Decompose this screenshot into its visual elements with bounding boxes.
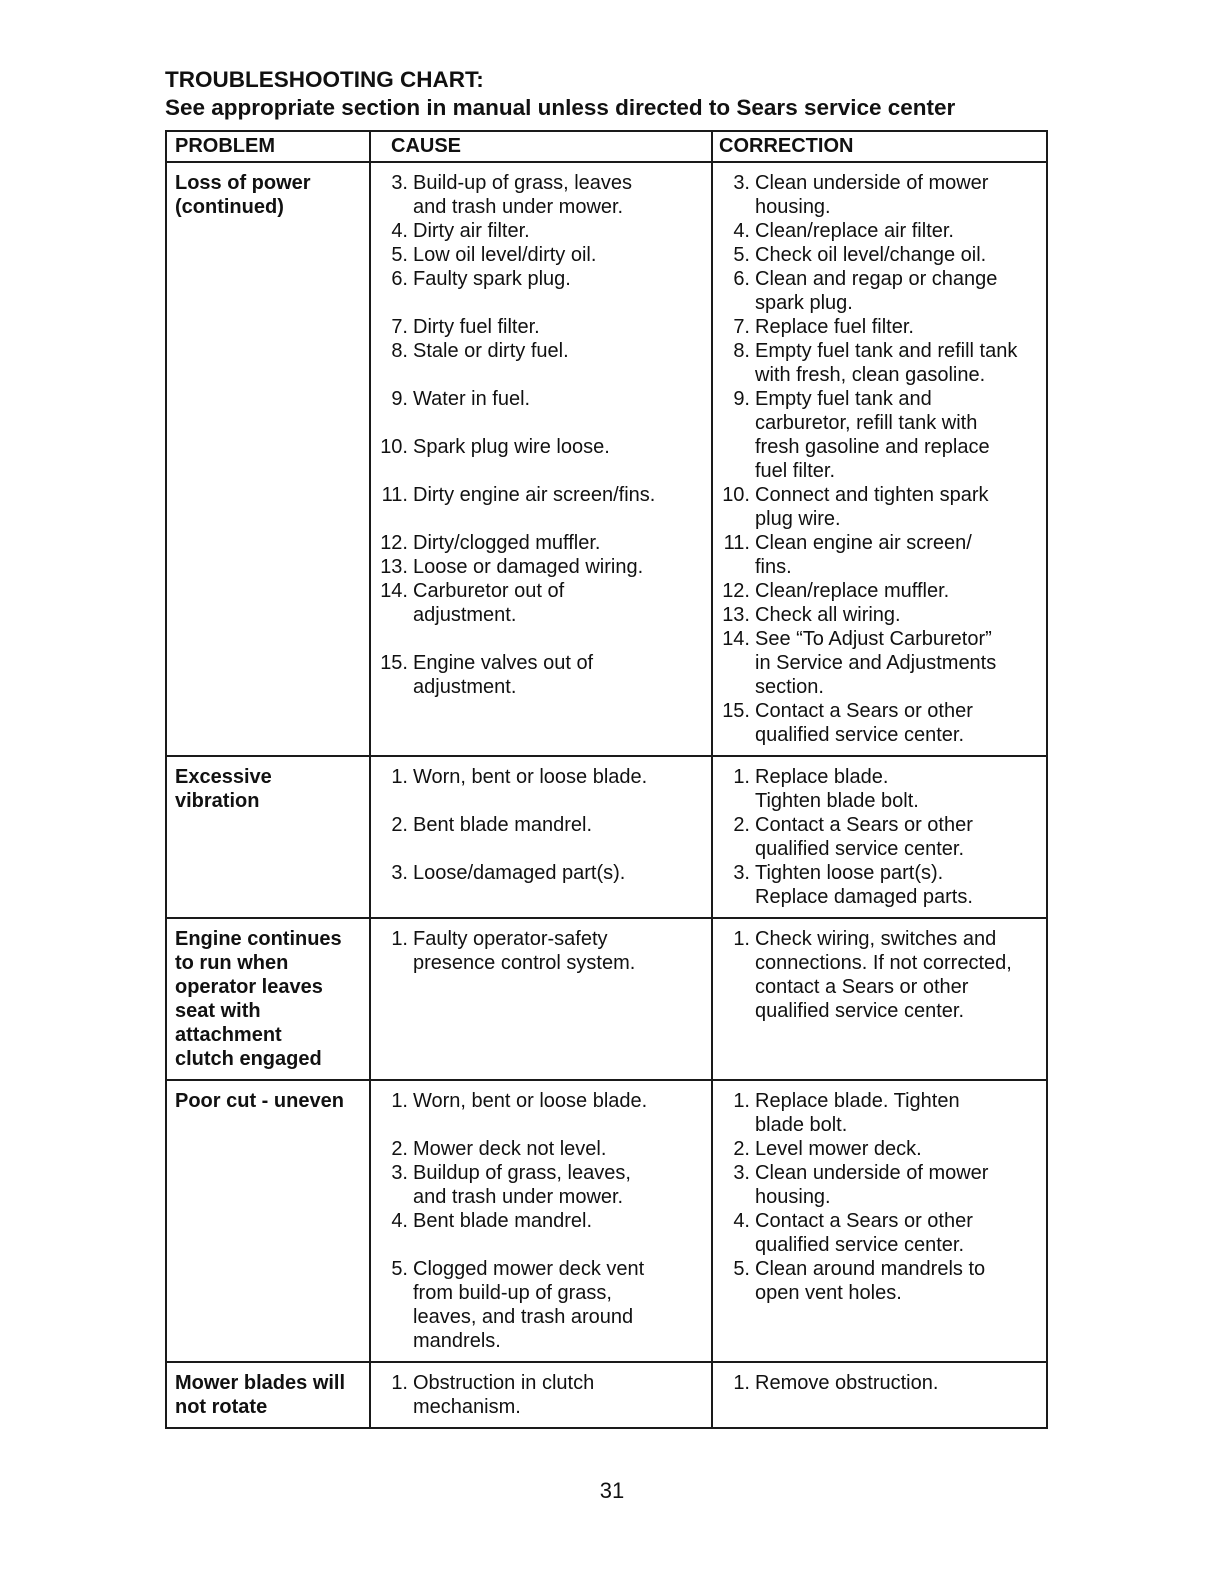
item-text [413, 1257, 705, 1353]
cause-item [379, 483, 705, 507]
problem-text: Poor cut - uneven [175, 1090, 344, 1112]
cause-cell [370, 918, 712, 1080]
cause-item [379, 315, 705, 339]
cause-item [379, 651, 705, 699]
item-text-line: See “To Adjust Carburetor” [755, 628, 992, 650]
item-text [755, 1209, 1040, 1257]
cause-item [379, 267, 705, 291]
item-text-line: carburetor, refill tank with [755, 412, 978, 434]
item-text-line: Loose/damaged part(s). [413, 862, 626, 884]
correction-item [721, 1161, 1040, 1209]
item-number: 4. [733, 1210, 750, 1232]
problem-text: Excessive [175, 766, 272, 788]
corrections-list [721, 171, 1040, 747]
troubleshooting-table [165, 130, 1048, 1429]
item-number: 3. [733, 172, 750, 194]
correction-item [721, 243, 1040, 267]
cause-item [379, 579, 705, 627]
item-text-line: Remove obstruction. [755, 1372, 939, 1394]
item-number: 13. [722, 604, 750, 626]
item-text-line: blade bolt. [755, 1114, 848, 1136]
item-number: 12. [380, 532, 408, 554]
item-number: 5. [391, 244, 408, 266]
item-text-line: Buildup of grass, leaves, [413, 1162, 631, 1184]
item-number: 1. [733, 1372, 750, 1394]
column-header-cause: CAUSE [370, 131, 712, 162]
item-text [755, 339, 1040, 387]
correction-item [721, 483, 1040, 531]
item-number: 14. [722, 628, 750, 650]
item-number: 1. [391, 1090, 408, 1112]
item-text [755, 1089, 1040, 1137]
item-text-line: mandrels. [413, 1330, 501, 1352]
item-text [755, 603, 1040, 627]
item-text [755, 171, 1040, 219]
item-text [755, 861, 1040, 909]
item-number: 8. [391, 340, 408, 362]
item-text-line: Dirty air filter. [413, 220, 530, 242]
item-text-line: Contact a Sears or other [755, 700, 973, 722]
item-text [413, 1089, 705, 1113]
item-number: 2. [733, 1138, 750, 1160]
item-text-line: Contact a Sears or other [755, 1210, 973, 1232]
item-text-line: fresh gasoline and replace [755, 436, 990, 458]
item-text-line: Bent blade mandrel. [413, 814, 593, 836]
item-number: 1. [391, 928, 408, 950]
item-text [413, 765, 705, 789]
page-content [165, 66, 1047, 1429]
item-text-line: Contact a Sears or other [755, 814, 973, 836]
item-number: 11. [381, 484, 408, 506]
correction-item [721, 531, 1040, 579]
item-text-line: Loose or damaged wiring. [413, 556, 644, 578]
item-text [413, 435, 705, 459]
cause-item [379, 1137, 705, 1161]
cause-item [379, 219, 705, 243]
column-header-correction: CORRECTION [712, 131, 1047, 162]
correction-item [721, 387, 1040, 483]
item-text-line: housing. [755, 1186, 831, 1208]
item-text [755, 267, 1040, 315]
correction-cell [712, 1362, 1047, 1428]
problem-cell [166, 756, 370, 918]
item-text [755, 1257, 1040, 1305]
item-text-line: Clean underside of mower [755, 1162, 989, 1184]
item-text-line: adjustment. [413, 676, 517, 698]
item-text-line: qualified service center. [755, 724, 965, 746]
item-text-line: Clogged mower deck vent [413, 1258, 645, 1280]
item-text-line: Engine valves out of [413, 652, 594, 674]
causes-list [379, 765, 705, 885]
item-text-line: Check oil level/change oil. [755, 244, 987, 266]
item-text [413, 171, 705, 219]
cause-cell [370, 162, 712, 756]
item-text-line: Tighten blade bolt. [755, 790, 919, 812]
cause-item [379, 435, 705, 459]
item-text-line: Obstruction in clutch [413, 1372, 595, 1394]
item-text-line: presence control system. [413, 952, 636, 974]
correction-cell [712, 756, 1047, 918]
item-text [755, 927, 1040, 1023]
item-text-line: Clean and regap or change [755, 268, 998, 290]
item-text-line: Check all wiring. [755, 604, 901, 626]
item-number: 3. [391, 1162, 408, 1184]
item-number: 9. [733, 388, 750, 410]
problem-text: attachment [175, 1024, 282, 1046]
item-text [413, 483, 705, 507]
item-text [413, 1209, 705, 1233]
item-text-line: Empty fuel tank and refill tank [755, 340, 1018, 362]
item-text [755, 765, 1040, 813]
cause-item [379, 1161, 705, 1209]
item-text-line: Replace blade. Tighten [755, 1090, 960, 1112]
item-text-line: Low oil level/dirty oil. [413, 244, 597, 266]
item-number: 4. [391, 220, 408, 242]
item-text [413, 219, 705, 243]
item-text-line: qualified service center. [755, 838, 965, 860]
problem-text: (continued) [175, 196, 284, 218]
correction-item [721, 1371, 1040, 1395]
table-header-row [166, 131, 1047, 162]
item-text-line: Connect and tighten spark [755, 484, 989, 506]
cause-item [379, 531, 705, 555]
item-text-line: Dirty fuel filter. [413, 316, 540, 338]
correction-item [721, 219, 1040, 243]
cause-item [379, 1257, 705, 1353]
item-text-line: Water in fuel. [413, 388, 531, 410]
cause-item [379, 927, 705, 975]
table-row [166, 162, 1047, 756]
item-number: 3. [733, 1162, 750, 1184]
item-text [755, 1371, 1040, 1395]
causes-list [379, 1089, 705, 1353]
correction-item [721, 813, 1040, 861]
item-text-line: from build-up of grass, [413, 1282, 612, 1304]
item-text [413, 813, 705, 837]
item-text-line: contact a Sears or other [755, 976, 969, 998]
item-text [413, 267, 705, 291]
item-number: 5. [391, 1258, 408, 1280]
correction-item [721, 267, 1040, 315]
item-text-line: Dirty/clogged muffler. [413, 532, 601, 554]
problem-text: vibration [175, 790, 260, 812]
item-number: 15. [722, 700, 750, 722]
item-number: 14. [380, 580, 408, 602]
correction-item [721, 699, 1040, 747]
item-text-line: Bent blade mandrel. [413, 1210, 593, 1232]
table-row [166, 756, 1047, 918]
table-body [166, 162, 1047, 1428]
item-text-line: Faulty operator-safety [413, 928, 608, 950]
item-text-line: in Service and Adjustments [755, 652, 997, 674]
table-row [166, 918, 1047, 1080]
item-text [413, 861, 705, 885]
item-text [413, 315, 705, 339]
correction-cell [712, 1080, 1047, 1362]
item-number: 2. [733, 814, 750, 836]
item-text-line: section. [755, 676, 824, 698]
chart-subtitle: See appropriate section in manual unless directed to Sears service center [165, 95, 956, 120]
correction-cell [712, 162, 1047, 756]
item-text-line: Clean/replace air filter. [755, 220, 954, 242]
item-text [413, 387, 705, 411]
corrections-list [721, 765, 1040, 909]
item-text [413, 339, 705, 363]
table-row [166, 1080, 1047, 1362]
causes-list [379, 171, 705, 699]
item-text [413, 1137, 705, 1161]
problem-cell [166, 1080, 370, 1362]
item-text-line: Stale or dirty fuel. [413, 340, 569, 362]
causes-list [379, 1371, 705, 1419]
corrections-list [721, 1371, 1040, 1395]
cause-item [379, 1209, 705, 1233]
item-text-line: Replace fuel filter. [755, 316, 914, 338]
item-text-line: Build-up of grass, leaves [413, 172, 633, 194]
item-text-line: Check wiring, switches and [755, 928, 997, 950]
correction-cell [712, 918, 1047, 1080]
item-number: 3. [391, 172, 408, 194]
cause-item [379, 387, 705, 411]
item-text [755, 627, 1040, 699]
item-text-line: housing. [755, 196, 831, 218]
correction-item [721, 315, 1040, 339]
cause-item [379, 1089, 705, 1113]
problem-text: Mower blades will [175, 1372, 346, 1394]
item-text [413, 927, 705, 975]
correction-item [721, 579, 1040, 603]
item-text [755, 1161, 1040, 1209]
item-text-line: Empty fuel tank and [755, 388, 932, 410]
item-number: 2. [391, 1138, 408, 1160]
item-text [413, 1161, 705, 1209]
item-number: 10. [380, 436, 408, 458]
item-number: 1. [733, 766, 750, 788]
correction-item [721, 171, 1040, 219]
item-text-line: Tighten loose part(s). [755, 862, 944, 884]
page-number: 31 [599, 1478, 625, 1503]
item-text [413, 531, 705, 555]
item-text [413, 579, 705, 627]
causes-list [379, 927, 705, 975]
problem-text: Loss of power [175, 172, 311, 194]
cause-item [379, 1371, 705, 1419]
item-text [755, 219, 1040, 243]
item-text [413, 1371, 705, 1419]
item-number: 6. [391, 268, 408, 290]
item-text-line: Dirty engine air screen/fins. [413, 484, 656, 506]
cause-item [379, 243, 705, 267]
item-number: 5. [733, 1258, 750, 1280]
problem-cell [166, 918, 370, 1080]
corrections-list [721, 1089, 1040, 1305]
item-text-line: qualified service center. [755, 1234, 965, 1256]
correction-item [721, 1257, 1040, 1305]
correction-item [721, 1137, 1040, 1161]
correction-item [721, 927, 1040, 1023]
item-number: 12. [722, 580, 750, 602]
correction-item [721, 627, 1040, 699]
item-text [413, 555, 705, 579]
item-text-line: Faulty spark plug. [413, 268, 571, 290]
correction-item [721, 339, 1040, 387]
problem-cell [166, 162, 370, 756]
item-text [755, 1137, 1040, 1161]
item-text-line: Level mower deck. [755, 1138, 922, 1160]
item-number: 9. [391, 388, 408, 410]
correction-item [721, 1209, 1040, 1257]
item-text-line: and trash under mower. [413, 1186, 624, 1208]
cause-cell [370, 1080, 712, 1362]
item-number: 13. [380, 556, 408, 578]
item-text [755, 483, 1040, 531]
item-text [755, 579, 1040, 603]
item-text-line: mechanism. [413, 1396, 521, 1418]
item-text-line: fuel filter. [755, 460, 836, 482]
problem-text: operator leaves [175, 976, 323, 998]
item-number: 2. [391, 814, 408, 836]
item-number: 4. [391, 1210, 408, 1232]
cause-item [379, 555, 705, 579]
item-text-line: connections. If not corrected, [755, 952, 1012, 974]
item-text [413, 651, 705, 699]
item-text-line: spark plug. [755, 292, 853, 314]
item-number: 7. [733, 316, 750, 338]
problem-text: to run when [175, 952, 289, 974]
item-text-line: Clean around mandrels to [755, 1258, 986, 1280]
item-text [755, 813, 1040, 861]
item-number: 7. [391, 316, 408, 338]
item-text-line: and trash under mower. [413, 196, 624, 218]
item-number: 5. [733, 244, 750, 266]
item-text [755, 699, 1040, 747]
item-number: 8. [733, 340, 750, 362]
item-text-line: Clean engine air screen/ [755, 532, 972, 554]
item-text-line: adjustment. [413, 604, 517, 626]
table-row [166, 1362, 1047, 1428]
item-text [413, 243, 705, 267]
item-text-line: Mower deck not level. [413, 1138, 607, 1160]
item-text [755, 387, 1040, 483]
cause-item [379, 765, 705, 789]
correction-item [721, 861, 1040, 909]
column-header-problem: PROBLEM [166, 131, 370, 162]
item-text-line: open vent holes. [755, 1282, 902, 1304]
item-text [755, 243, 1040, 267]
item-number: 1. [391, 766, 408, 788]
item-number: 1. [733, 928, 750, 950]
item-number: 6. [733, 268, 750, 290]
problem-text: seat with [175, 1000, 261, 1022]
item-text-line: qualified service center. [755, 1000, 965, 1022]
item-text-line: Worn, bent or loose blade. [413, 766, 648, 788]
cause-cell [370, 756, 712, 918]
item-number: 3. [391, 862, 408, 884]
item-number: 11. [723, 532, 750, 554]
item-text-line: with fresh, clean gasoline. [755, 364, 986, 386]
item-text [755, 315, 1040, 339]
problem-cell [166, 1362, 370, 1428]
item-text-line: Carburetor out of [413, 580, 565, 602]
item-number: 1. [733, 1090, 750, 1112]
item-number: 4. [733, 220, 750, 242]
item-number: 10. [722, 484, 750, 506]
item-text-line: Clean/replace muffler. [755, 580, 950, 602]
item-text-line: Replace damaged parts. [755, 886, 973, 908]
item-text-line: Worn, bent or loose blade. [413, 1090, 648, 1112]
cause-item [379, 813, 705, 837]
item-text-line: leaves, and trash around [413, 1306, 634, 1328]
correction-item [721, 603, 1040, 627]
cause-item [379, 171, 705, 219]
item-text-line: Clean underside of mower [755, 172, 989, 194]
problem-text: not rotate [175, 1396, 268, 1418]
item-text [755, 531, 1040, 579]
cause-item [379, 861, 705, 885]
item-number: 1. [391, 1372, 408, 1394]
cause-item [379, 339, 705, 363]
cause-cell [370, 1362, 712, 1428]
item-text-line: plug wire. [755, 508, 841, 530]
correction-item [721, 1089, 1040, 1137]
problem-text: clutch engaged [175, 1048, 322, 1070]
correction-item [721, 765, 1040, 813]
item-text-line: Replace blade. [755, 766, 889, 788]
item-number: 15. [380, 652, 408, 674]
chart-title: TROUBLESHOOTING CHART: [165, 67, 484, 92]
item-text-line: fins. [755, 556, 792, 578]
item-text-line: Spark plug wire loose. [413, 436, 610, 458]
corrections-list [721, 927, 1040, 1023]
problem-text: Engine continues [175, 928, 342, 950]
item-number: 3. [733, 862, 750, 884]
